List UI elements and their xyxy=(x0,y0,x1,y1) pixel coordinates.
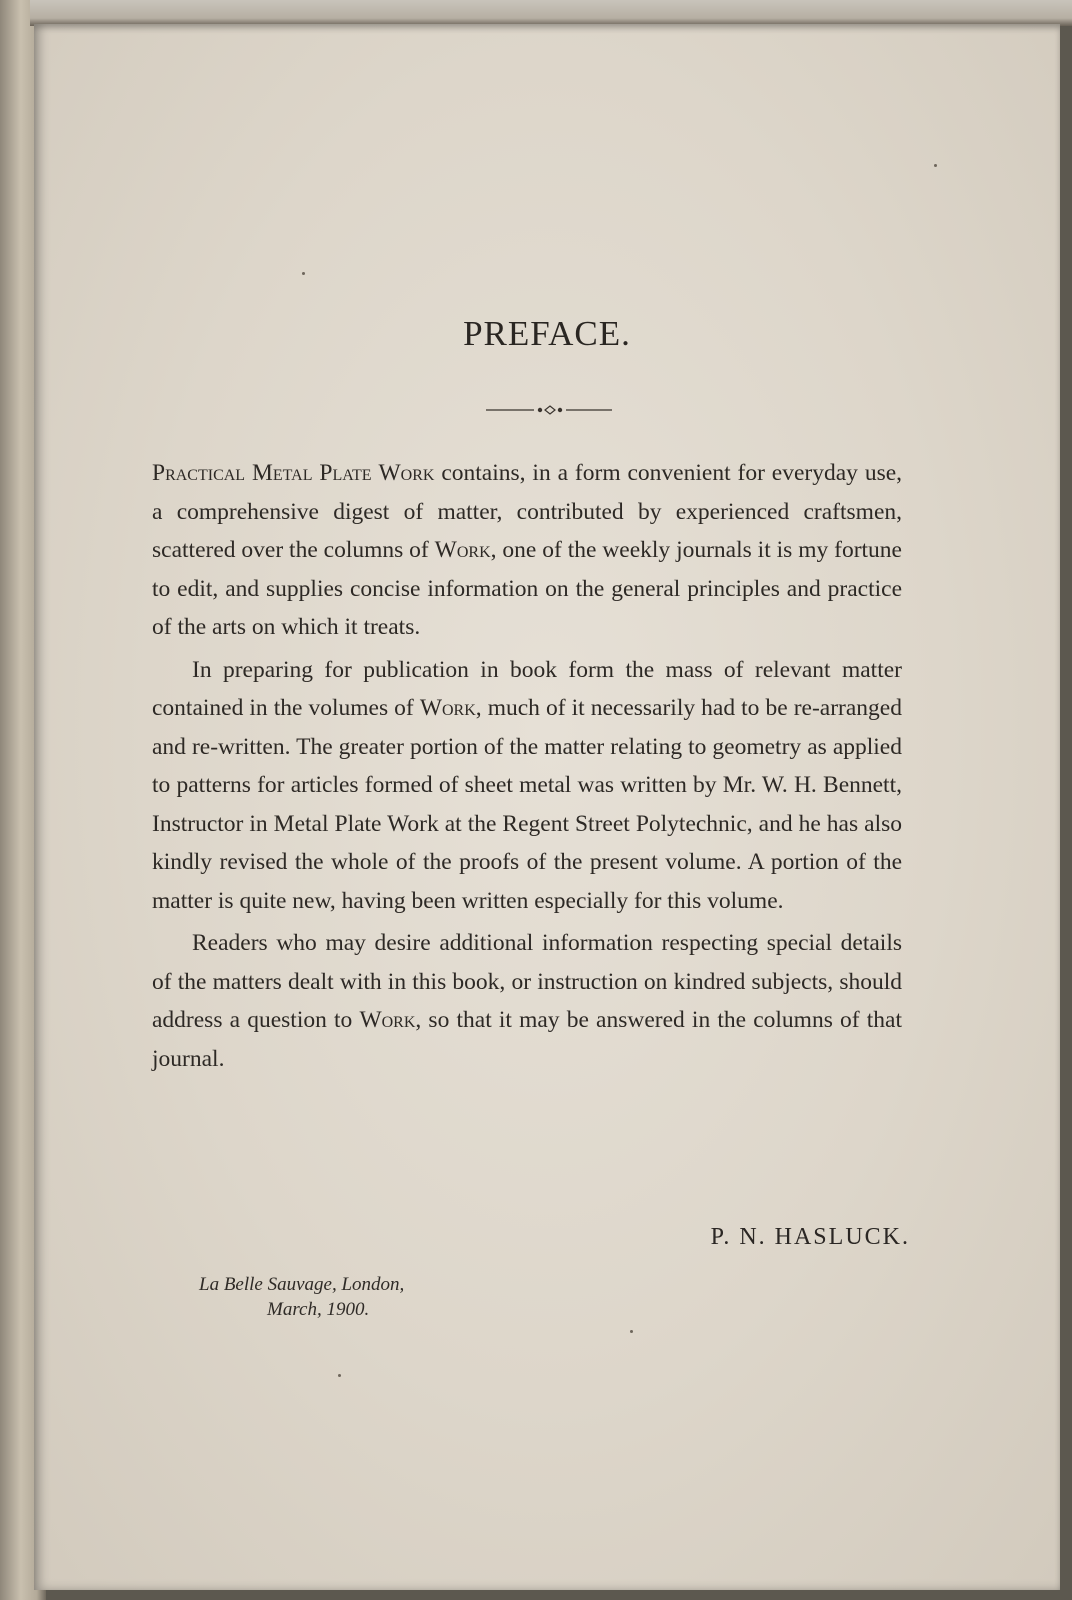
journal-name: Work xyxy=(434,537,491,563)
book-title-word: Metal xyxy=(251,460,313,486)
journal-name: Work xyxy=(419,695,476,721)
book-title-word: Plate xyxy=(319,460,372,486)
book-title-word: Practical xyxy=(152,460,246,486)
paragraph-2 xyxy=(152,651,902,921)
paper-speck xyxy=(934,164,937,167)
journal-name: Work xyxy=(359,1007,416,1033)
author-signature: P. N. HASLUCK. xyxy=(710,1224,910,1250)
page-title: PREFACE. xyxy=(463,314,631,353)
paragraph-text: contains, in a form convenient for everyday use, a comprehensive digest of matter, contributed by experienced craftsmen, scattered over the columns of xyxy=(152,460,903,563)
ornament-divider xyxy=(484,400,614,420)
paper-speck xyxy=(630,1330,633,1333)
paper-speck xyxy=(302,272,305,275)
book-title-word: Work xyxy=(378,460,435,486)
page-top-edge xyxy=(30,0,1072,26)
paragraph-text: , much of it necessarily had to be re-arranged and re-written. The greater portion of the matter relating to geometry as applied to patterns for articles formed of sheet metal was written by Mr. W. H. Bennett, Instructor in Metal Plate Work at the Regent Street Polytechnic, and he has also kindly revised the whole of the proofs of the present volume. A portion of the matter is quite new, having been written especially for this volume. xyxy=(152,695,902,914)
preface-body xyxy=(152,454,902,1082)
place-and-date xyxy=(199,1272,489,1322)
book-page xyxy=(34,24,1060,1590)
paragraph-3 xyxy=(152,924,902,1078)
paragraph-text: , one of the weekly journals it is my fortune to edit, and supplies concise information on the general principles and practice of the arts on which it treats. xyxy=(152,537,902,640)
paper-speck xyxy=(338,1374,341,1377)
paragraph-text: Readers who may desire additional information respecting special details of the matters dealt with in this book, or instruction on kindred subjects, should address a question to xyxy=(152,930,902,1033)
paragraph-text: , so that it may be answered in the columns of that journal. xyxy=(152,1007,902,1072)
place-line: La Belle Sauvage, London, xyxy=(199,1274,405,1295)
date-line: March, 1900. xyxy=(267,1299,370,1320)
paragraph-text: In preparing for publication in book form the mass of relevant matter contained in the volumes of xyxy=(152,656,902,721)
paragraph-1 xyxy=(152,454,902,647)
